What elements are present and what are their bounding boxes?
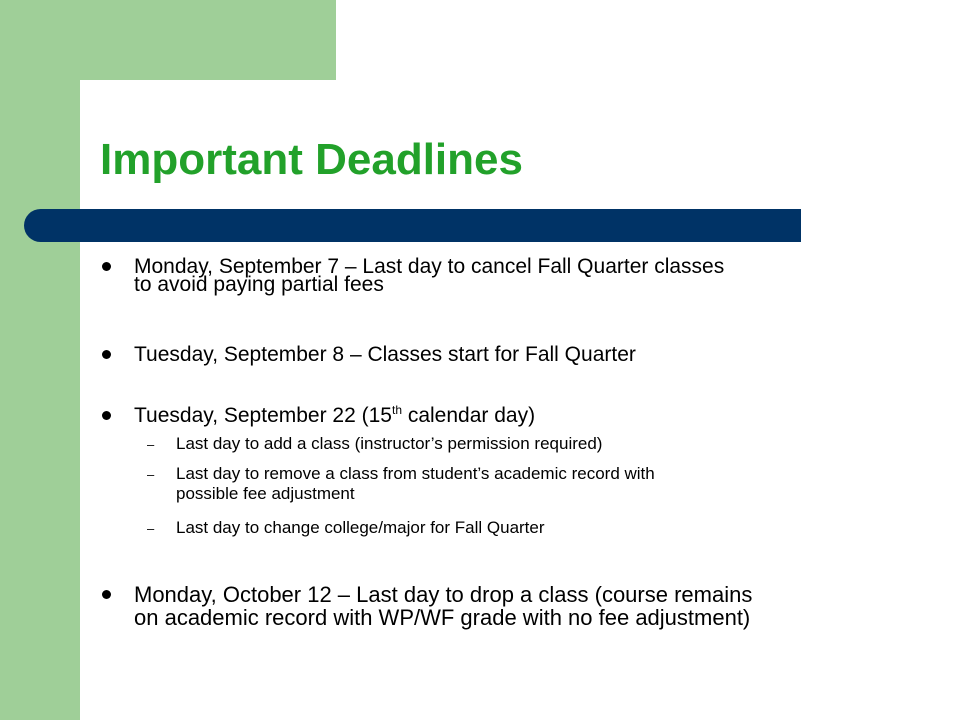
sub-list-item [176, 435, 602, 452]
ordinal-suffix: th [391, 403, 402, 417]
list-item [134, 405, 535, 429]
sub-line: possible fee adjustment [176, 484, 355, 503]
bullet-icon [102, 590, 111, 599]
slide-title: Important Deadlines [100, 135, 523, 184]
item-line: Tuesday, September 8 – Classes start for Fall Quarter [134, 343, 636, 366]
item-line: on academic record with WP/WF grade with no fee adjustment) [134, 605, 751, 630]
title-underline-bar [24, 209, 801, 242]
list-item [134, 583, 752, 629]
sub-marker: – [147, 521, 155, 536]
item-line: Monday, September 7 – Last day to cancel Fall Quarter classes [134, 255, 725, 278]
sub-marker: – [147, 467, 155, 482]
sub-marker: – [147, 437, 155, 452]
bullet-icon [102, 350, 111, 359]
list-item [134, 256, 724, 295]
item-text: Tuesday, September 22 (15 [134, 404, 392, 427]
side-green-bar [0, 0, 80, 720]
sub-line: Last day to change college/major for Fall Quarter [176, 518, 545, 537]
bullet-icon [102, 411, 111, 420]
sub-list-item [176, 519, 545, 536]
item-line: to avoid paying partial fees [134, 273, 384, 296]
sub-line: Last day to remove a class from student’s academic record with [176, 464, 655, 483]
item-text: calendar day) [402, 404, 536, 427]
bullet-icon [102, 262, 111, 271]
list-item [134, 344, 636, 365]
sub-line: Last day to add a class (instructor’s permission required) [176, 434, 603, 453]
item-line: Monday, October 12 – Last day to drop a class (course remains [134, 582, 753, 607]
top-green-block [80, 0, 336, 80]
sub-list-item [176, 465, 655, 502]
